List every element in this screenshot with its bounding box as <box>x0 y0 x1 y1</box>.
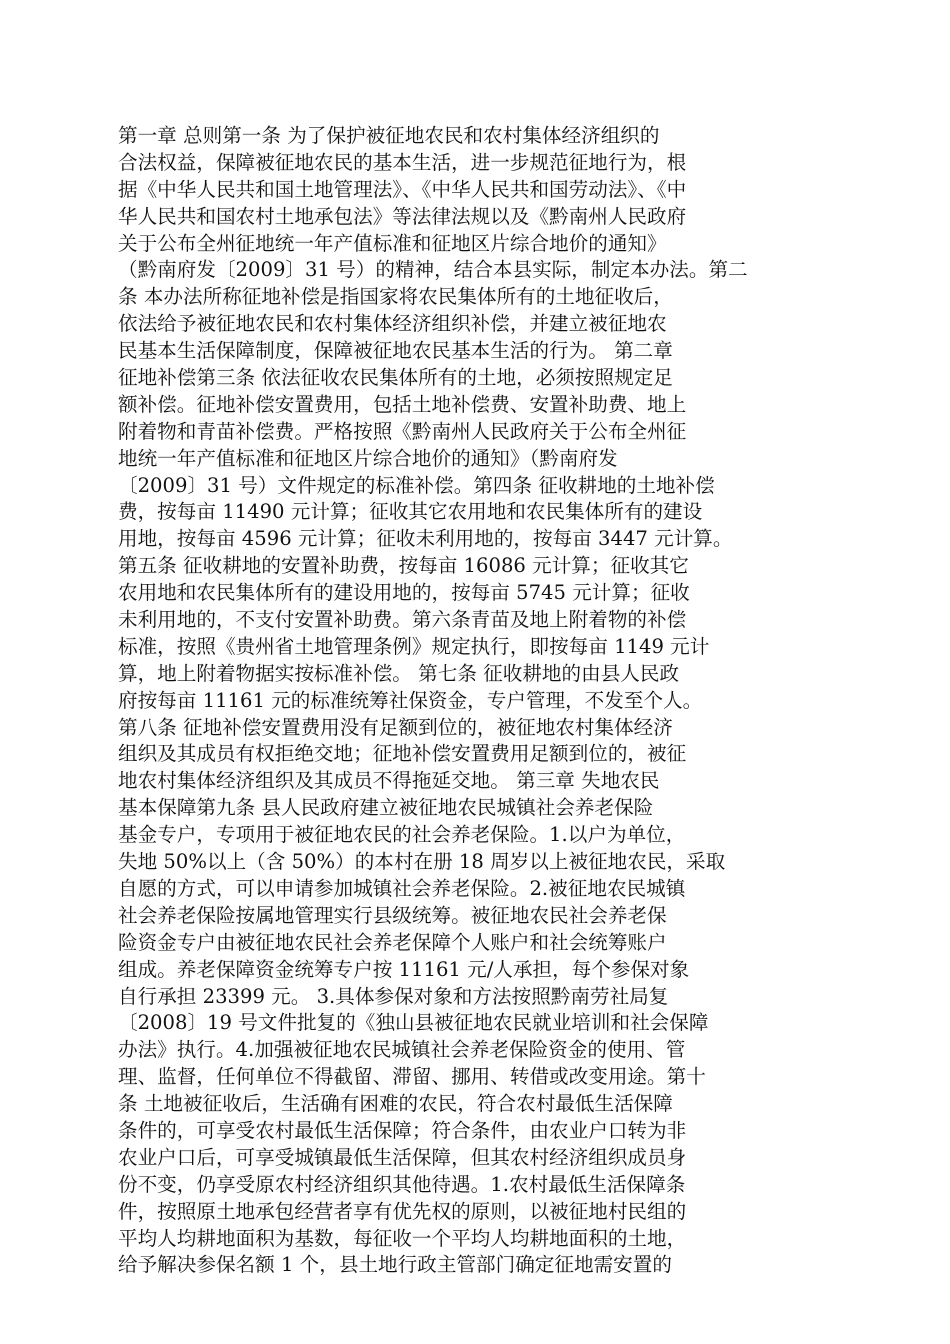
text-line: 失地 50%以上（含 50%）的本村在册 18 周岁以上被征地农民，采取 <box>118 850 726 874</box>
text-line: 第一章 总则第一条 为了保护被征地农民和农村集体经济组织的 <box>118 124 660 147</box>
text-line: 费，按每亩 11490 元计算；征收其它农用地和农民集体所有的建设 <box>118 500 703 524</box>
text-line: 华人民共和国农村土地承包法》等法律法规以及《黔南州人民政府 <box>118 204 687 228</box>
text-line: （黔南府发〔2009〕31 号）的精神，结合本县实际，制定本办法。第二 <box>118 258 748 282</box>
text-line: 组织及其成员有权拒绝交地；征地补偿安置费用足额到位的，被征 <box>118 742 687 766</box>
text-line: 额补偿。征地补偿安置费用，包括土地补偿费、安置补助费、地上 <box>118 392 687 416</box>
document-body <box>118 123 778 1279</box>
text-line: 自愿的方式，可以申请参加城镇社会养老保险。2.被征地农民城镇 <box>118 876 686 900</box>
text-line: 份不变，仍享受原农村经济组织其他待遇。1.农村最低生活保障条 <box>118 1172 686 1196</box>
text-line: 基金专户，专项用于被征地农民的社会养老保险。1.以户为单位， <box>118 823 686 847</box>
text-line: 理、监督，任何单位不得截留、滞留、挪用、转借或改变用途。第十 <box>118 1065 706 1089</box>
text-line: 办法》执行。4.加强被征地农民城镇社会养老保险资金的使用、管 <box>118 1038 686 1062</box>
text-line: 社会养老保险按属地管理实行县级统筹。被征地农民社会养老保 <box>118 903 667 927</box>
text-line: 算，地上附着物据实按标准补偿。 第七条 征收耕地的由县人民政 <box>118 661 680 685</box>
text-line: 府按每亩 11161 元的标准统筹社保资金，专户管理，不发至个人。 <box>118 688 703 712</box>
text-line: 平均人均耕地面积为基数，每征收一个平均人均耕地面积的土地， <box>118 1226 687 1250</box>
text-line: 第五条 征收耕地的安置补助费，按每亩 16086 元计算；征收其它 <box>118 554 689 578</box>
text-line: 〔2009〕31 号）文件规定的标准补偿。第四条 征收耕地的土地补偿 <box>118 473 715 497</box>
text-line: 关于公布全州征地统一年产值标准和征地区片综合地价的通知》 <box>118 231 667 255</box>
text-line: 标准，按照《贵州省土地管理条例》规定执行，即按每亩 1149 元计 <box>118 634 710 658</box>
text-line: 征地补偿第三条 依法征收农民集体所有的土地，必须按照规定足 <box>118 366 673 390</box>
text-line: 农业户口后，可享受城镇最低生活保障，但其农村经济组织成员身 <box>118 1145 687 1169</box>
text-line: 条件的，可享受农村最低生活保障；符合条件，由农业户口转为非 <box>118 1118 687 1142</box>
text-line: 条 土地被征收后，生活确有困难的农民，符合农村最低生活保障 <box>118 1092 673 1116</box>
text-line: 第八条 征地补偿安置费用没有足额到位的，被征地农村集体经济 <box>118 715 673 739</box>
text-line: 未利用地的，不支付安置补助费。第六条青苗及地上附着物的补偿 <box>118 608 687 632</box>
text-line: 农用地和农民集体所有的建设用地的，按每亩 5745 元计算；征收 <box>118 581 690 605</box>
text-line: 地农村集体经济组织及其成员不得拖延交地。 第三章 失地农民 <box>118 769 660 793</box>
text-line: 险资金专户由被征地农民社会养老保障个人账户和社会统筹账户 <box>118 930 667 954</box>
text-line: 〔2008〕19 号文件批复的《独山县被征地农民就业培训和社会保障 <box>118 1011 709 1035</box>
text-line: 件，按照原土地承包经营者享有优先权的原则，以被征地村民组的 <box>118 1199 687 1223</box>
text-line: 条 本办法所称征地补偿是指国家将农民集体所有的土地征收后， <box>118 285 673 309</box>
text-line: 依法给予被征地农民和农村集体经济组织补偿，并建立被征地农 <box>118 312 667 336</box>
text-line: 自行承担 23399 元。 3.具体参保对象和方法按照黔南劳社局复 <box>118 984 669 1008</box>
text-line: 民基本生活保障制度，保障被征地农民基本生活的行为。 第二章 <box>118 339 673 363</box>
text-line: 给予解决参保名额 1 个，县土地行政主管部门确定征地需安置的 <box>118 1253 672 1277</box>
text-line: 地统一年产值标准和征地区片综合地价的通知》（黔南府发 <box>118 446 618 470</box>
text-line: 基本保障第九条 县人民政府建立被征地农民城镇社会养老保险 <box>118 796 654 820</box>
text-line: 附着物和青苗补偿费。严格按照《黔南州人民政府关于公布全州征 <box>118 419 687 443</box>
text-line: 据《中华人民共和国土地管理法》、《中华人民共和国劳动法》、《中 <box>118 177 687 201</box>
text-line: 合法权益，保障被征地农民的基本生活，进一步规范征地行为，根 <box>118 150 687 174</box>
text-line: 组成。养老保障资金统筹专户按 11161 元/人承担，每个参保对象 <box>118 957 690 981</box>
text-line: 用地，按每亩 4596 元计算；征收未利用地的，按每亩 3447 元计算。 <box>118 527 733 551</box>
